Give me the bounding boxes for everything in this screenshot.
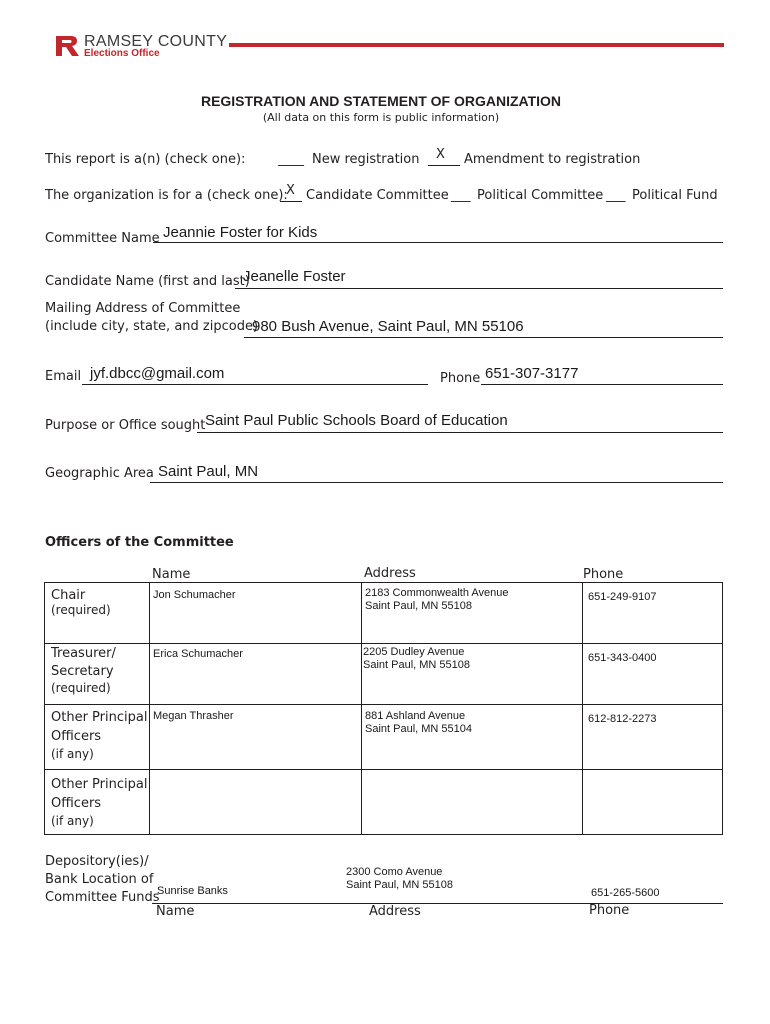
email-line — [82, 384, 428, 385]
depository-col-address: Address — [369, 904, 421, 919]
report-type-amend-line — [428, 165, 460, 166]
candidate-name-label: Candidate Name (first and last) — [45, 274, 250, 289]
candidate-name-field[interactable]: Jeanelle Foster — [243, 268, 346, 285]
mailing-address-sublabel: (include city, state, and zipcode) — [45, 319, 259, 334]
purpose-label: Purpose or Office sought — [45, 418, 206, 433]
org-type-candidate-label: Candidate Committee — [306, 188, 449, 203]
officer-address-line1[interactable]: 2183 Commonwealth Avenue — [365, 587, 509, 599]
email-label: Email — [45, 369, 82, 384]
header-rule — [229, 43, 724, 47]
email-field[interactable]: jyf.dbcc@gmail.com — [90, 365, 225, 382]
role-note: (required) — [51, 603, 111, 617]
role-label: Other Principal — [51, 710, 148, 725]
purpose-line — [197, 432, 723, 433]
phone-line — [481, 384, 723, 385]
officer-phone[interactable]: 651-343-0400 — [588, 652, 657, 664]
org-type-candidate-line — [280, 201, 302, 202]
depository-col-phone: Phone — [589, 903, 630, 918]
role-note: (required) — [51, 681, 111, 695]
depository-phone[interactable]: 651-265-5600 — [591, 887, 660, 899]
officer-address-line2[interactable]: Saint Paul, MN 55108 — [363, 659, 471, 671]
role-label-line2: Officers — [51, 796, 102, 811]
officer-address-line1[interactable]: 2205 Dudley Avenue — [363, 646, 465, 658]
role-label-line2: Officers — [51, 729, 102, 744]
org-type-political-fund-blank[interactable]: ___ — [606, 188, 626, 203]
role-label: Chair — [51, 588, 86, 603]
depository-address-line1[interactable]: 2300 Como Avenue — [346, 866, 443, 878]
role-note: (if any) — [51, 814, 94, 828]
report-type-label: This report is a(n) (check one): — [45, 152, 246, 167]
page-title: REGISTRATION AND STATEMENT OF ORGANIZATION — [200, 93, 562, 109]
committee-name-label: Committee Name — [45, 231, 160, 246]
org-type-label: The organization is for a (check one): — [45, 188, 288, 203]
officer-address-line2[interactable]: Saint Paul, MN 55104 — [365, 723, 473, 735]
officers-col-name: Name — [152, 567, 191, 582]
officer-phone[interactable]: 612-812-2273 — [588, 713, 657, 725]
geo-line — [150, 482, 723, 483]
org-type-political-committee-label: Political Committee — [477, 188, 604, 203]
officer-phone[interactable]: 651-249-9107 — [588, 591, 657, 603]
depository-label-line3: Committee Funds — [45, 890, 160, 905]
org-type-political-committee-blank[interactable]: ___ — [451, 188, 471, 203]
officer-address-line2[interactable]: Saint Paul, MN 55108 — [365, 600, 473, 612]
ramsey-county-logo-icon — [56, 36, 80, 56]
role-note: (if any) — [51, 747, 94, 761]
depository-address-line2[interactable]: Saint Paul, MN 55108 — [346, 879, 454, 891]
report-type-new-blank[interactable]: ____ — [278, 152, 304, 167]
officers-col-phone: Phone — [583, 567, 624, 582]
geo-field[interactable]: Saint Paul, MN — [158, 463, 259, 480]
depository-label: Depository(ies)/ — [45, 854, 149, 869]
report-type-new-label: New registration — [312, 152, 420, 167]
role-label: Treasurer/ — [51, 646, 116, 661]
candidate-name-line — [235, 288, 723, 289]
committee-name-line — [153, 242, 723, 243]
office-name: Elections Office — [84, 48, 160, 59]
org-type-candidate-mark[interactable]: X — [286, 183, 295, 198]
officer-name[interactable]: Jon Schumacher — [153, 589, 236, 601]
role-label-line2: Secretary — [51, 664, 114, 679]
depository-line — [152, 903, 723, 904]
officer-name[interactable]: Megan Thrasher — [153, 710, 234, 722]
phone-field[interactable]: 651-307-3177 — [485, 365, 579, 382]
org-name: RAMSEY COUNTY — [84, 33, 228, 50]
logo — [56, 36, 80, 56]
officers-heading: Officers of the Committee — [45, 535, 234, 550]
purpose-field[interactable]: Saint Paul Public Schools Board of Education — [205, 412, 508, 429]
mailing-address-line — [244, 337, 723, 338]
role-label: Other Principal — [51, 777, 148, 792]
report-type-amend-label: Amendment to registration — [464, 152, 641, 167]
geo-label: Geographic Area — [45, 466, 154, 481]
depository-col-name: Name — [156, 904, 195, 919]
org-type-political-fund-label: Political Fund — [632, 188, 718, 203]
officers-col-address: Address — [364, 566, 416, 581]
report-type-amend-mark[interactable]: X — [436, 147, 445, 162]
committee-name-field[interactable]: Jeannie Foster for Kids — [163, 224, 318, 241]
depository-name[interactable]: Sunrise Banks — [157, 885, 228, 897]
mailing-address-label: Mailing Address of Committee — [45, 301, 241, 316]
page-subtitle: (All data on this form is public information) — [262, 111, 500, 124]
depository-label-line2: Bank Location of — [45, 872, 154, 887]
officer-name[interactable]: Erica Schumacher — [153, 648, 243, 660]
phone-label: Phone — [440, 371, 481, 386]
officer-address-line1[interactable]: 881 Ashland Avenue — [365, 710, 466, 722]
mailing-address-field[interactable]: 980 Bush Avenue, Saint Paul, MN 55106 — [252, 318, 524, 335]
